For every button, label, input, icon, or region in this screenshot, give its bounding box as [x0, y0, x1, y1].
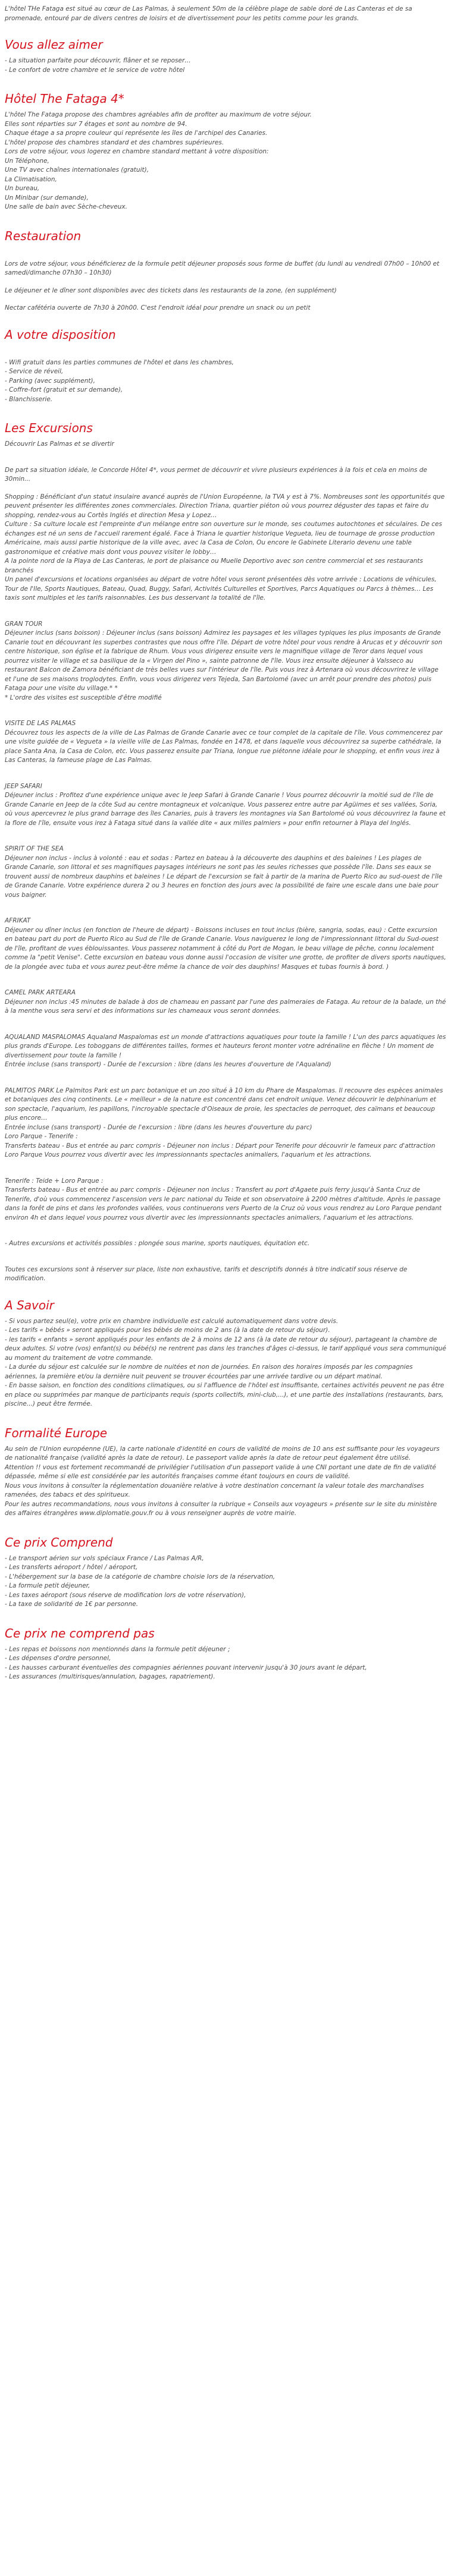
- excursion-title: PALMITOS PARK Le Palmitos Park est un parc botanique et un zoo situé à 10 km du Phare de Maspalomas. Il recouvre des espèces animales et botaniques des cinq continents. Le « meilleur » de la nature est concentré dans cet endroit unique. Venez découvrir le delphinarium et son spectacle, l'aquarium, les papillons, l'incroyable spectacle d'Oiseaux de proie, les spectacles de perroquet, des caïmans et beaucoup plus encore…: [5, 1087, 443, 1122]
- excursion-palmitos-park: [5, 1087, 446, 1160]
- disposition-list: [5, 358, 446, 405]
- excursion-text: Déjeuner inclus (sans boisson) : Déjeuner inclus (sans boisson) Admirez les paysages et les villages typiques les plus imposants de Grande Canarie tout en découvrant les superbes contrastes que nous offre l'île. Départ de votre hôtel pour vous rendre à Arucas et y découvrir son centre historique, son église et la fabrique de Rhum. Vous vous dirigerez ensuite vers le magnifique village de Teror dans lequel vous pourrez visiter le village et sa basilique de la « Virgen del Pino », sainte patronne de l'île. Vous irez ensuite déjeuner à Valsseco au restaurant Balcon de Zamora bénéficiant de très belles vues sur l'intérieur de l'île. Puis vous irez à Artenara où vous découvrirez le village et l'une de ses maisons troglodytes. Enfin, vous vous dirigerez vers Tejeda, San Bartolomé (avec un arrêt pour prendre des photos) puis Fataga pour une visite du village.* *: [5, 629, 443, 692]
- excursions-line: Un panel d'excursions et locations organisées au départ de votre hôtel vous seront présentées dès votre arrivée : Locations de véhicules, Tour de l'Ile, Sports Nautiques, Bateau, Quad, Buggy, Safari, Activités Culturelles et Sportives, Parcs Aquatiques ou Parcs à thèmes… Les taxis sont multiples et les tarifs raisonnables. Les bus desservant la totalité de l'île.: [5, 576, 437, 602]
- prix-comprend-list: [5, 1554, 446, 1610]
- list-item: - Les taxes aéroport (sous réserve de modification lors de votre réservation),: [5, 1591, 246, 1599]
- hotel-line: L'hôtel propose des chambres standard et des chambres supérieures.: [5, 138, 224, 146]
- list-item: - L'hébergement sur la base de la catégorie de chambre choisie lors de la réservation,: [5, 1573, 275, 1580]
- section-title-prix-comprend: Ce prix Comprend: [5, 1535, 113, 1550]
- list-item: - Wifi gratuit dans les parties communes de l'hôtel et dans les chambres,: [5, 358, 234, 366]
- intro-text: L'hôtel THe Fataga est situé au cœur de Las Palmas, à seulement 50m de la célèbre plage de sable doré de Las Canteras et de sa promenade, entouré par de divers centres de loisirs et de divertissement pour les petits comme pour les grands.: [5, 5, 412, 22]
- list-item: - Les tarifs « bébés » seront appliqués pour les bébés de moins de 2 ans (à la date de retour du séjour).: [5, 1327, 330, 1334]
- excursion-afrikat: [5, 917, 446, 972]
- excursions-line: Shopping : Bénéficiant d'un statut insulaire avancé auprès de l'Union Européenne, la TVA y est à 7%. Nombreuses sont les opportunités que peuvent présenter les différentes zones commerciales. Direction Triana, quartier piéton où vous pourrez déguster des tapas et faire du shopping, rendez-vous au Cortès Inglés et direction Mesa y Lopez…: [5, 493, 445, 519]
- formalite-text: [5, 1445, 446, 1519]
- list-item: - Blanchisserie.: [5, 395, 53, 403]
- excursion-visite-las-palmas: [5, 719, 446, 766]
- prix-ne-comprend-list: [5, 1645, 446, 1682]
- excursion-text: Loro Parque - Tenerife :: [5, 1133, 78, 1140]
- list-item: - Les hausses carburant éventuelles des compagnies aériennes pouvant intervenir jusqu'à 30 jours avant le départ,: [5, 1664, 367, 1671]
- section-title-restauration: Restauration: [5, 228, 82, 243]
- excursion-note: * L'ordre des visites est susceptible d'être modifié: [5, 694, 162, 701]
- excursion-aqualand: [5, 1033, 446, 1070]
- section-title-disposition: A votre disposition: [5, 327, 116, 342]
- excursion-camel-park: [5, 988, 446, 1016]
- excursions-line: A la pointe nord de la Playa de Las Canteras, le port de plaisance ou Muelle Deportivo avec son centre commercial et ses restaurants branchés: [5, 558, 423, 574]
- list-item: - Les repas et boissons non mentionnés dans la formule petit déjeuner ;: [5, 1645, 230, 1653]
- excursion-jeep-safari: [5, 782, 446, 829]
- formalite-line: Pour les autres recommandations, nous vous invitons à consulter la rubrique « Conseils aux voyageurs » présente sur le site du ministère des affaires étrangères www.diplomatie.gouv.fr ou à vous renseigner auprès de votre mairie.: [5, 1500, 437, 1517]
- autres-excursions: - Autres excursions et activités possibles : plongée sous marine, sports nautiques, équitation etc.: [5, 1240, 310, 1247]
- excursion-title: CAMEL PARK ARTEARA: [5, 989, 76, 996]
- excursion-title: JEEP SAFARI: [5, 782, 42, 790]
- hotel-line: La Climatisation,: [5, 175, 57, 183]
- section-title-prix-ne-comprend: Ce prix ne comprend pas: [5, 1626, 155, 1640]
- list-item: - Si vous partez seul(e), votre prix en chambre individuelle est calculé automatiquement dans votre devis.: [5, 1317, 339, 1325]
- list-item: - les tarifs « enfants » seront appliqués pour les enfants de 2 à moins de 12 ans (à la date de retour du séjour), partageant la chambre de deux adultes. Si votre (vos) enfant(s) ou bébé(s) ne rentrent pas dans les tranches d'âges ci-dessus, le tarif appliqué vous sera communiqué au moment du traitement de votre commande.: [5, 1336, 446, 1362]
- restauration-text: Nectar cafétéria ouverte de 7h30 à 20h00. C'est l'endroit idéal pour prendre un snack ou un petit: [5, 304, 311, 311]
- hotel-line: Elles sont réparties sur 7 étages et sont au nombre de 94.: [5, 120, 187, 128]
- restauration-text: Le déjeuner et le dîner sont disponibles avec des tickets dans les restaurants de la zone, (en supplément): [5, 286, 337, 294]
- excursions-disclaimer: Toutes ces excursions sont à réserver sur place, liste non exhaustive, tarifs et descriptifs donnés à titre indicatif sous réserve de modification.: [5, 1265, 408, 1282]
- excursions-subtitle: Découvrir Las Palmas et se divertir: [5, 440, 114, 448]
- formalite-line: Au sein de l'Union européenne (UE), la carte nationale d'identité en cours de validité de moins de 10 ans est suffisante pour les voyageurs de nationalité française (validité après la date de retour). Le passeport valide après la date de retour peut également être utilisé.: [5, 1445, 440, 1462]
- excursion-text: Découvrez tous les aspects de la ville de Las Palmas de Grande Canarie avec ce tour complet de la capitale de l'île. Vous commencerez par une visite guidée de « Vegueta » la vieille ville de Las Palmas, fondée en 1478, et dans laquelle vous découvrirez sa superbe cathédrale, la place Santa Ana, la Casa de Colon, etc. Vous passerez ensuite par Triana, longue rue piétonne idéale pour le shopping, et enfin vous irez à Las Canteras, la fameuse plage de Las Palmas.: [5, 729, 443, 764]
- excursion-text: Déjeuner non inclus :45 minutes de balade à dos de chameau en passant par l'une des palmeraies de Fataga. Au retour de la balade, un thé à la menthe vous sera servi et des informations sur les chameaux vous seront données.: [5, 998, 446, 1015]
- excursion-title: Tenerife : Teide + Loro Parque :: [5, 1177, 104, 1185]
- list-item: - La taxe de solidarité de 1€ par personne.: [5, 1601, 139, 1608]
- formalite-line: Attention !! vous est fortement recommandé de privilégier l'utilisation d'un passeport valide à une CNI portant une date de fin de validité dépassée, même si elle est considérée par les autorités françaises comme étant toujours en cours de validité.: [5, 1463, 436, 1480]
- section-title-excursions: Les Excursions: [5, 421, 93, 435]
- hotel-line: Lors de votre séjour, vous logerez en chambre standard mettant à votre disposition:: [5, 148, 269, 155]
- excursion-title: AFRIKAT: [5, 917, 31, 924]
- excursion-spirit-of-the-sea: [5, 845, 446, 900]
- hotel-description: [5, 111, 446, 212]
- list-item: - Coffre-fort (gratuit et sur demande),: [5, 386, 123, 393]
- section-title-hotel: Hôtel The Fataga 4*: [5, 92, 124, 106]
- list-item: - Les assurances (multirisques/annulation, bagages, rapatriement).: [5, 1673, 215, 1680]
- excursion-gran-tour: [5, 620, 446, 703]
- a-savoir-list: [5, 1317, 446, 1409]
- section-title-a-savoir: A Savoir: [5, 1298, 54, 1312]
- list-item: - Les transferts aéroport / hôtel / aéroport,: [5, 1564, 138, 1571]
- restauration-text: Lors de votre séjour, vous bénéficierez de la formule petit déjeuner proposés sous forme de buffet (du lundi au vendredi 07h00 – 10h00 et samedi/dimanche 07h30 – 10h30): [5, 260, 440, 276]
- excursion-text: Déjeuner non inclus - inclus à volonté : eau et sodas : Partez en bateau à la découverte des dauphins et des baleines ! Les plages de Grande Canarie, son littoral et ses magnifiques paysages intérieurs ne sont pas les seules richesses que possède l'île. Dans ses eaux se trouvent aussi de nombreux dauphins et baleines ! Le départ de l'excursion se fait à partir de la marina de Puerto Rico au sud-ouest de l'île de Grande Canarie. Votre expérience durera 2 ou 3 heures en fonction des jours avec la possibilité de faire une escale dans une baie pour vous baigner.: [5, 854, 443, 899]
- excursion-text: Déjeuner inclus : Profitez d'une expérience unique avec le Jeep Safari à Grande Canarie ! Vous pourrez découvrir la moitié sud de l'île de Grande Canarie en Jeep de la côte Sud au centre montagneux et volcanique. Vous passerez entre autre par Agüimes et ses vallées, Soria, où vous apercevrez le plus grand barrage des îles Canaries, puis à travers les montagnes via San Bartolomé où vous découvrirez la faune et la flore de l'île, ensuite vous irez à Fataga situé dans la vallée dite « aux milles palmiers » pour enfin retourner à Playa del Inglés.: [5, 792, 446, 827]
- section-title-formalite: Formalité Europe: [5, 1425, 108, 1440]
- list-item: - Service de réveil,: [5, 368, 64, 375]
- hotel-line: Une salle de bain avec Sèche-cheveux.: [5, 203, 127, 210]
- list-item: - Parking (avec supplément),: [5, 377, 95, 385]
- excursion-title: SPIRIT OF THE SEA: [5, 845, 64, 852]
- vous-allez-aimer-list: [5, 56, 446, 75]
- section-title-vous-allez-aimer: Vous allez aimer: [5, 37, 103, 52]
- list-item: - La durée du séjour est calculée sur le nombre de nuitées et non de journées. En raison des horaires imposés par les compagnies aériennes, la première et/ou la dernière nuit peuvent se trouver écourtées par une arrivée tardive ou un départ matinal.: [5, 1363, 413, 1380]
- list-item: - La formule petit déjeuner,: [5, 1582, 90, 1589]
- excursion-text: Entrée incluse (sans transport) - Durée de l'excursion : libre (dans les heures d'ouverture de l'Aqualand): [5, 1061, 331, 1068]
- list-item: - Les dépenses d'ordre personnel,: [5, 1655, 111, 1662]
- hotel-line: Une TV avec chaînes internationales (gratuit),: [5, 166, 149, 174]
- excursions-line: Culture : Sa culture locale est l'empreinte d'un mélange entre son ouverture sur le monde, ses coutumes autochtones et séculaires. De ces échanges est né un sens de l'accueil rarement égalé. Face à Triana le quartier historique Vegueta, lieu de tournage de grosse production Américaine, mais aussi partie historique de la ville avec, avec la Casa de Colon, Ou encore le Gabinete Literario devenu une table gastronomique et créative mais dont vous pouvez visiter le lobby…: [5, 521, 442, 556]
- excursion-text: Transferts bateau - Bus et entrée au parc compris - Déjeuner non inclus : Transfert au port d'Agaete puis ferry jusqu'à Santa Cruz de Tenerife, d'où vous commencerez l'ascension vers le parc national du Teide et son observatoire à 2200 mètres d'altitude. Après le passage dans la forêt de pins et dans les profondes vallées, vous continuerons vers Puerto de la Cruz où vous vous rendrez au Loro Parque pendant environ 4h et dans lequel vous pourrez vous divertir avec les impressionnants spectacles animaliers, l'aquarium et les attractions.: [5, 1186, 442, 1221]
- excursion-text: Déjeuner ou dîner inclus (en fonction de l'heure de départ) - Boissons incluses en tout inclus (bière, sangria, sodas, eau) : Cette excursion en bateau part du port de Puerto Rico au Sud de l'île de Grande Canarie. Vous naviguerez le long de l'impressionnant littoral du Sud-ouest de l'île, profitant de vues éblouissantes. Vous passerez notamment à côté du Port de Mogan, le beau village de pêche, connu localement comme la "petit Venise". Cette excursion en bateau vous donne aussi l'occasion de visiter une grotte, de profiter de divers sports nautiques, de la plongée avec tuba et vous aurez peut-être même la chance de voir des dauphins! Masques et tubas fournis à bord. ): [5, 926, 446, 971]
- list-item: - Le transport aérien sur vols spéciaux France / Las Palmas A/R,: [5, 1554, 204, 1562]
- excursions-text: De part sa situation idéale, le Concorde Hôtel 4*, vous permet de découvrir et vivre plusieurs expériences à la fois et cela en moins de 30min...: [5, 466, 427, 483]
- excursion-title: AQUALAND MASPALOMAS Aqualand Maspalomas est un monde d'attractions aquatiques pour toute la famille ! L'un des parcs aquatiques les plus grands d'Europe. Les toboggans de différentes tailles, formes et hauteurs feront monter votre adrénaline en flèche ! Un moment de divertissement pour toute la famille !: [5, 1033, 446, 1059]
- excursion-title: GRAN TOUR: [5, 620, 43, 628]
- hotel-line: Un bureau,: [5, 185, 40, 192]
- excursion-teide: [5, 1177, 446, 1223]
- hotel-line: L'hôtel The Fataga propose des chambres agréables afin de profiter au maximum de votre séjour.: [5, 111, 312, 118]
- excursions-details: [5, 493, 446, 603]
- hotel-line: Un Téléphone,: [5, 157, 49, 165]
- excursion-text: Entrée incluse (sans transport) - Durée de l'excursion : libre (dans les heures d'ouverture du parc): [5, 1123, 312, 1131]
- list-item: - La situation parfaite pour découvrir, flâner et se reposer…: [5, 57, 191, 64]
- formalite-line: Nous vous invitons à consulter la réglementation douanière relative à votre destination concernant la valeur totale des marchandises ramenées, des tabacs et des spiritueux.: [5, 1482, 424, 1498]
- list-item: - Le confort de votre chambre et le service de votre hôtel: [5, 66, 185, 74]
- list-item: - En basse saison, en fonction des conditions climatiques, ou si l'affluence de l'hôtel est insuffisante, certaines activités peuvent ne pas être en place ou supprimées par manque de participants requis (sports collectifs, mini-club,...), et une partie des installations (restaurants, bars, piscine...) peut être fermée.: [5, 1382, 444, 1407]
- hotel-line: Chaque étage a sa propre couleur qui représente les îles de l'archipel des Canaries.: [5, 130, 268, 137]
- excursion-text: Transferts bateau - Bus et entrée au parc compris - Déjeuner non inclus : Départ pour Tenerife pour découvrir le fameux parc d'attraction Loro Parque Vous pourrez vous divertir avec les impressionnants spectacles animaliers, l'aquarium et les attractions.: [5, 1142, 436, 1158]
- hotel-line: Un Minibar (sur demande),: [5, 194, 89, 201]
- excursion-title: VISITE DE LAS PALMAS: [5, 720, 76, 727]
